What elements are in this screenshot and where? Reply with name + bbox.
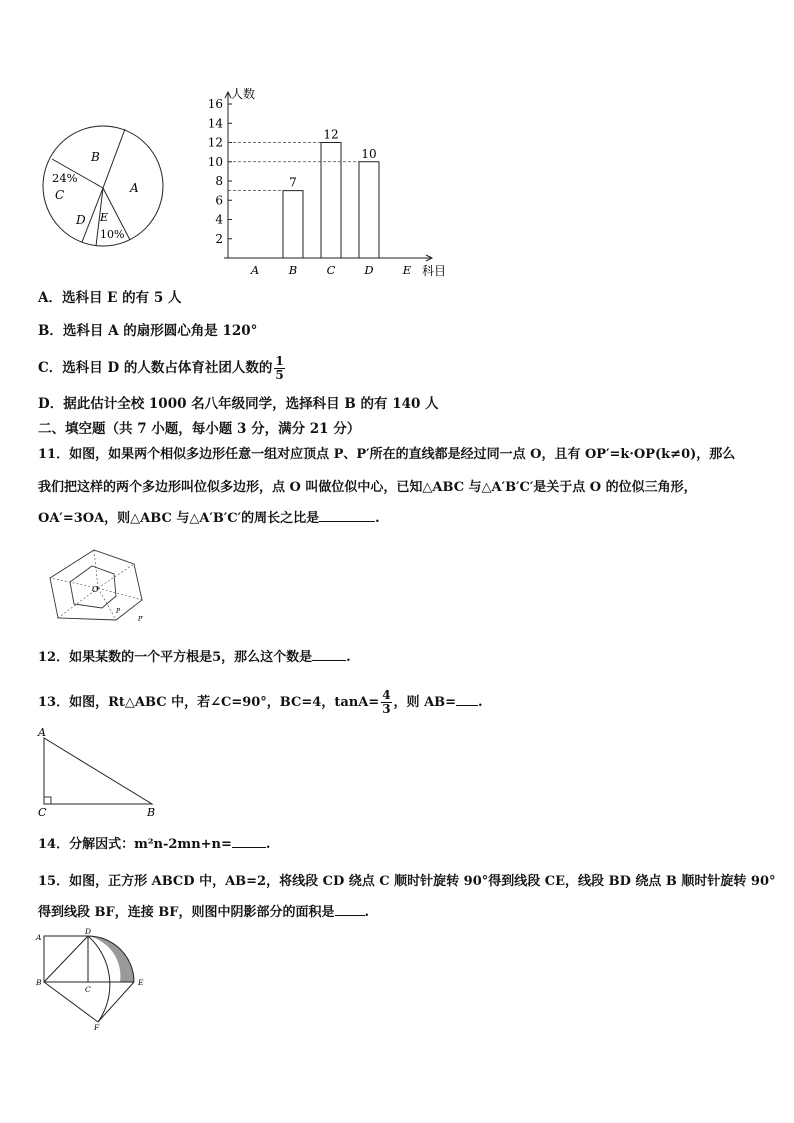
q14-period: . bbox=[265, 837, 271, 852]
q14-answer-blank bbox=[232, 835, 266, 848]
q12-answer-blank bbox=[312, 648, 346, 661]
q15-line2 bbox=[38, 903, 369, 923]
y-tick-label: 8 bbox=[215, 174, 223, 188]
q15-answer-blank bbox=[335, 903, 365, 916]
option-b: B．选科目 A 的扇形圆心角是 120° bbox=[38, 323, 258, 339]
pie-label-e: E bbox=[100, 211, 109, 224]
segment-fe bbox=[98, 982, 134, 1022]
pie-label-a: A bbox=[130, 181, 139, 195]
label-p: P bbox=[116, 608, 121, 615]
q12-period: . bbox=[346, 650, 351, 665]
x-tick-label: E bbox=[402, 263, 412, 277]
fraction-denominator: 5 bbox=[275, 368, 284, 382]
right-angle-mark bbox=[44, 797, 51, 804]
label-p-prime: P′ bbox=[138, 616, 144, 623]
fraction-one-fifth bbox=[274, 355, 284, 382]
option-a: A．选科目 E 的有 5 人 bbox=[38, 290, 182, 306]
q11-line3 bbox=[38, 509, 380, 529]
q11-figure bbox=[46, 544, 158, 626]
y-tick-label: 6 bbox=[215, 193, 223, 208]
q13-text-suffix: ，则 AB= bbox=[393, 695, 457, 710]
q13 bbox=[38, 689, 483, 716]
q13-figure bbox=[34, 724, 164, 818]
pie-label-b: B bbox=[91, 150, 100, 164]
x-tick-label: D bbox=[364, 263, 374, 277]
bar bbox=[359, 162, 379, 258]
label-a: A bbox=[36, 933, 42, 942]
section-heading: 二、填空题（共 7 小题，每小题 3 分，满分 21 分） bbox=[38, 421, 361, 437]
q11-answer-blank bbox=[319, 509, 375, 522]
q11-text: OA′=3OA，则△ABC 与△A′B′C′的周长之比是 bbox=[38, 511, 320, 526]
q11-line2: 我们把这样的两个多边形叫位似多边形，点 O 叫做位似中心，已知△ABC 与△A′B′C′是关于点 O 的位似三角形， bbox=[38, 480, 697, 495]
pie-label-c-pct: 24% bbox=[52, 171, 78, 185]
data-label: 12 bbox=[323, 127, 339, 142]
x-tick-label: B bbox=[288, 263, 298, 277]
label-d: D bbox=[85, 927, 92, 936]
q15-line1: 15．如图，正方形 ABCD 中，AB=2，将线段 CD 绕点 C 顺时针旋转 90°得到线段 CE，线段 BD 绕点 B 顺时针旋转 90° bbox=[38, 874, 776, 889]
label-f: F bbox=[94, 1023, 100, 1030]
option-c bbox=[38, 355, 287, 382]
option-c-text: C．选科目 D 的人数占体育社团人数的 bbox=[38, 360, 273, 376]
q15-period: . bbox=[364, 905, 370, 920]
right-triangle bbox=[44, 738, 152, 804]
x-tick-label: C bbox=[326, 263, 336, 277]
x-tick-label: A bbox=[250, 263, 260, 277]
q15-figure bbox=[34, 926, 154, 1030]
data-label: 7 bbox=[289, 175, 297, 190]
q13-period: . bbox=[478, 695, 483, 710]
q15-text: 得到线段 BF，连接 BF，则图中阴影部分的面积是 bbox=[38, 905, 335, 920]
q12-text: 12．如果某数的一个平方根是5，那么这个数是 bbox=[38, 650, 313, 665]
pie-label-c: C bbox=[55, 188, 65, 202]
label-c: C bbox=[85, 985, 91, 994]
y-tick-label: 16 bbox=[207, 97, 223, 111]
q13-text: 13．如图，Rt△ABC 中，若∠C=90°，BC=4，tanA= bbox=[38, 695, 380, 710]
x-axis-label: 科目 bbox=[422, 264, 447, 278]
y-tick-label: 2 bbox=[215, 231, 223, 246]
pie-divider bbox=[103, 129, 125, 188]
bar-chart bbox=[200, 82, 456, 282]
option-d: D．据此估计全校 1000 名八年级同学，选择科目 B 的有 140 人 bbox=[38, 396, 439, 412]
q11-period: . bbox=[375, 511, 380, 526]
bar bbox=[321, 143, 341, 259]
ray-line bbox=[98, 588, 142, 600]
ray-line bbox=[94, 550, 98, 588]
q12 bbox=[38, 648, 351, 668]
arc-df bbox=[88, 936, 110, 1022]
y-tick-label: 12 bbox=[207, 135, 223, 150]
y-axis-label: 人数 bbox=[231, 87, 256, 101]
label-b: B bbox=[147, 806, 156, 818]
fraction-four-thirds bbox=[381, 689, 391, 716]
label-o: O bbox=[92, 585, 99, 594]
segment-bd bbox=[44, 936, 88, 982]
label-b: B bbox=[36, 978, 42, 987]
bar bbox=[283, 191, 303, 258]
label-e: E bbox=[138, 978, 144, 987]
ray-line bbox=[98, 564, 134, 588]
q14 bbox=[38, 835, 270, 855]
pie-label-e-pct: 10% bbox=[100, 228, 125, 241]
q11-line1: 11．如图，如果两个相似多边形任意一组对应顶点 P、P′所在的直线都是经过同一点 O，且有 OP′=k·OP(k≠0)，那么 bbox=[38, 447, 736, 462]
y-tick-label: 14 bbox=[207, 116, 223, 131]
fraction-denominator: 3 bbox=[382, 702, 391, 716]
label-c: C bbox=[38, 806, 47, 818]
pie-label-d: D bbox=[76, 213, 86, 227]
y-tick-label: 4 bbox=[215, 212, 223, 227]
label-a: A bbox=[38, 726, 46, 739]
q13-answer-blank bbox=[456, 693, 478, 706]
q14-text: 14．分解因式：m²n-2mn+n= bbox=[38, 837, 232, 852]
fraction-numerator: 4 bbox=[382, 688, 391, 702]
fraction-numerator: 1 bbox=[275, 354, 284, 368]
data-label: 10 bbox=[361, 146, 377, 161]
pie-chart bbox=[38, 118, 168, 254]
y-tick-label: 10 bbox=[207, 154, 223, 169]
